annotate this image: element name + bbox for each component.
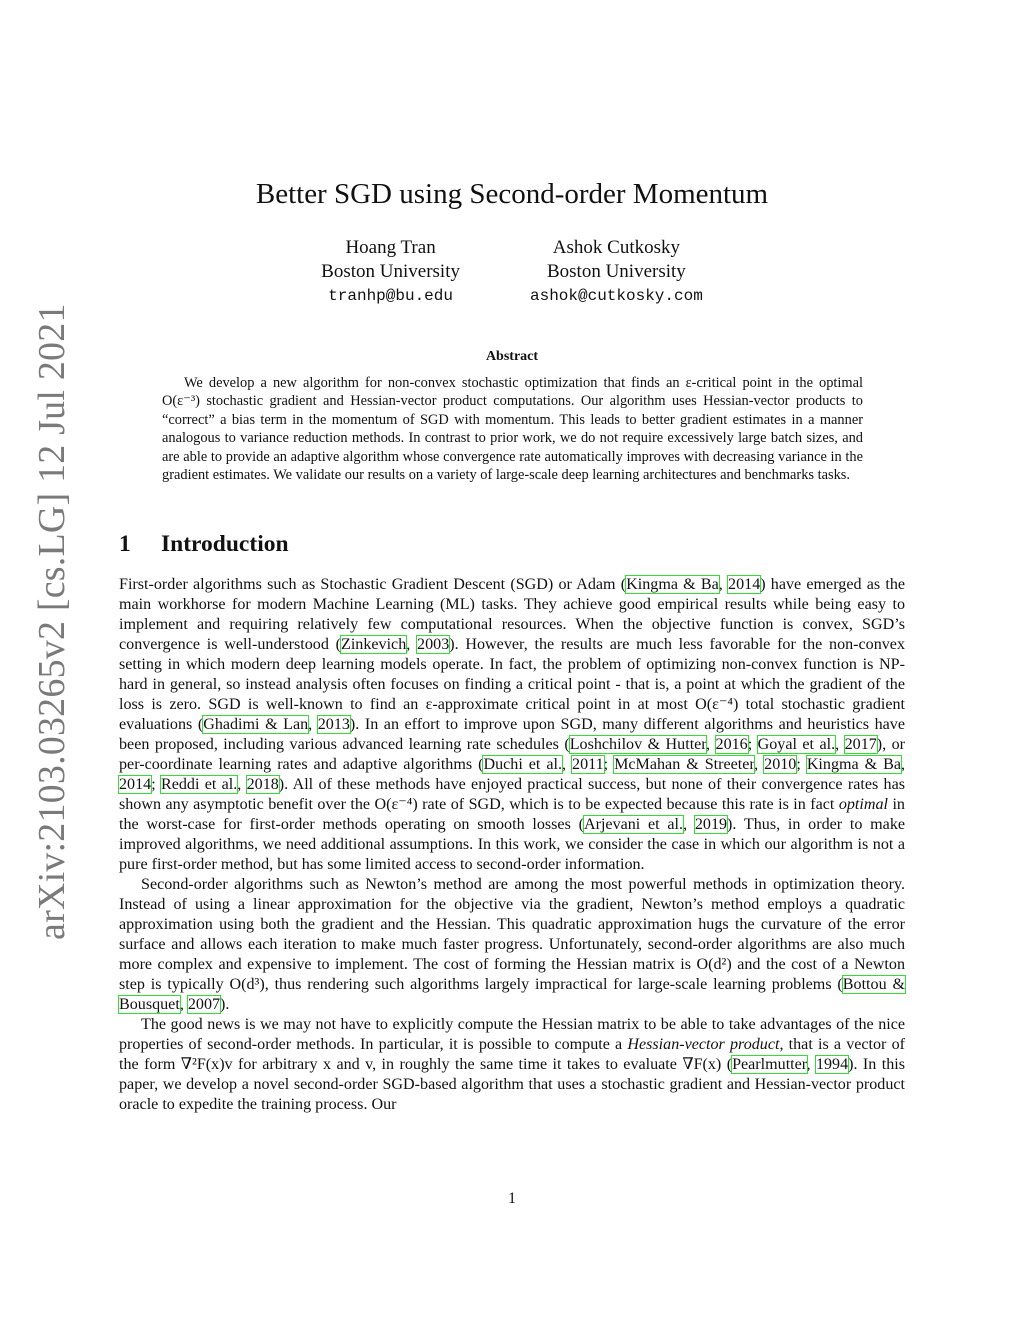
- author-affiliation: Boston University: [546, 261, 686, 282]
- author-block: [0, 236, 1024, 308]
- citation-link[interactable]: 2019: [694, 816, 728, 833]
- page-number: 1: [508, 1190, 516, 1207]
- author-2: [530, 236, 703, 308]
- section-heading: [119, 531, 289, 558]
- citation-link[interactable]: 2014: [728, 576, 761, 593]
- text-run: ). All of these methods have enjoyed practical success, but none of their convergence rates has shown any asymptotic benefit over the O(ε⁻⁴) rate of SGD, which is to be expected because this rate is in fact: [119, 776, 906, 813]
- arxiv-identifier: arXiv:2103.03265v2 [cs.LG] 12 Jul 2021: [31, 303, 73, 940]
- text-run: ), or per-coordinate learning rates and adaptive algorithms (: [119, 736, 906, 773]
- text-run: in the worst-case for first-order methods operating on smooth losses (: [119, 796, 905, 833]
- text-run: ;: [747, 736, 758, 753]
- abstract-text: We develop a new algorithm for non-convex stochastic optimization that finds an ε-critical point in the optimal O(ε⁻³) stochastic gradient and Hessian-vector product computations. Our algorithm uses Hessian-vector products to “correct” a bias term in the momentum of SGD with momentum. This leads to better gradient estimates in a manner analogous to variance reduction methods. In contrast to prior work, we do not require excessively large batch sizes, and are able to provide an adaptive algorithm whose convergence rate automatically improves with decreasing variance in the gradient estimates. We validate our results on a variety of large-scale deep learning architectures and benchmarks tasks.: [162, 375, 863, 484]
- author-email[interactable]: ashok@cutkosky.com: [529, 287, 703, 305]
- text-run: ,: [683, 816, 695, 833]
- paragraph-1: [119, 575, 905, 875]
- citation-link[interactable]: Reddi et al.: [160, 776, 238, 793]
- text-run: ).: [220, 996, 230, 1013]
- text-run: ,: [706, 736, 716, 753]
- text-run: ). In an effort to improve upon SGD, many different algorithms and heuristics have been proposed, including various advanced learning rate schedules (: [119, 716, 905, 753]
- citation-link[interactable]: 2003: [417, 636, 450, 653]
- citation-link[interactable]: McMahan & Streeter: [614, 756, 755, 773]
- text-run: ,: [406, 636, 418, 653]
- text-run: ;: [151, 776, 161, 793]
- text-run: ,: [754, 756, 765, 773]
- author-email[interactable]: tranhp@bu.edu: [328, 287, 453, 305]
- text-run: ,: [835, 736, 845, 753]
- body-text: [119, 575, 905, 1115]
- citation-link[interactable]: Loshchilov & Hutter: [569, 736, 707, 753]
- text-run: ,: [718, 576, 729, 593]
- citation-link[interactable]: Duchi et al.: [483, 756, 563, 773]
- author-affiliation: Boston University: [321, 261, 460, 282]
- text-run: ;: [603, 756, 615, 773]
- author-1: [321, 236, 460, 308]
- paragraph-3: [119, 1015, 905, 1115]
- text-run: ;: [796, 756, 807, 773]
- citation-link[interactable]: 2007: [187, 996, 221, 1013]
- paper-title: Better SGD using Second-order Momentum: [255, 178, 769, 210]
- citation-link[interactable]: Kingma & Ba: [626, 576, 719, 593]
- text-run: ,: [179, 996, 188, 1013]
- text-run: ) have emerged as the main workhorse for modern Machine Learning (ML) tasks. They achieve good empirical results while being easy to implement and requiring relatively few computational resources. When the objective function is convex, SGD’s convergence is well-understood (: [119, 576, 906, 653]
- text-run: Second-order algorithms such as Newton’s method are among the most powerful methods in optimization theory. Instead of using a linear approximation for the objective via the gradient, Newton’s method employs a quadratic approximation using both the gradient and the Hessian. This quadratic approximation hugs the curvature of the error surface and allows each iteration to make much faster progress. Unfortunately, second-order algorithms are also much more complex and expensive to implement. The cost of forming the Hessian matrix is O(d²) and the cost of a Newton step is typically O(d³), thus rendering such algorithms largely impractical for large-scale learning problems (: [119, 876, 905, 993]
- citation-link[interactable]: Pearlmutter: [732, 1056, 807, 1073]
- text-run: ). However, the results are much less favorable for the non-convex setting in which modern deep learning models operate. In fact, the problem of optimizing non-convex function is NP-hard in general, so instead analysis often focuses on finding a critical point - that is, a point at which the gradient of the loss is zero. SGD is well-known to find an ε-approximate critical point in at most O(ε⁻⁴) total stochastic gradient evaluations (: [119, 636, 905, 733]
- citation-link[interactable]: 2018: [246, 776, 279, 793]
- citation-link[interactable]: 2011: [572, 756, 604, 773]
- author-name: Hoang Tran: [345, 237, 436, 258]
- section-number: 1: [119, 531, 131, 557]
- text-run: ,: [237, 776, 247, 793]
- text-run: ). Thus, in order to make improved algorithms, we need additional assumptions. In this work, we consider the case in which our algorithm is not a pure first-order method, but has some limited access to second-order information.: [119, 816, 906, 873]
- citation-link[interactable]: 2013: [317, 716, 350, 733]
- citation-link[interactable]: Ghadimi & Lan: [203, 716, 309, 733]
- citation-link[interactable]: Arjevani et al.: [583, 816, 684, 833]
- citation-link[interactable]: 1994: [815, 1056, 849, 1073]
- text-run: ,: [806, 1056, 816, 1073]
- citation-link[interactable]: Kingma & Ba: [806, 756, 902, 773]
- emphasis-text: optimal: [838, 796, 889, 813]
- abstract-heading: Abstract: [485, 349, 539, 364]
- text-run: First-order algorithms such as Stochastic Gradient Descent (SGD) or Adam (: [119, 576, 627, 593]
- citation-link[interactable]: Bottou & Bousquet: [119, 976, 905, 1013]
- author-name: Ashok Cutkosky: [552, 237, 680, 258]
- text-run: ,: [562, 756, 573, 773]
- citation-link[interactable]: Goyal et al.: [757, 736, 836, 753]
- citation-link[interactable]: 2010: [764, 756, 797, 773]
- text-run: , that is a vector of the form ∇²F(x)v for arbitrary x and v, in roughly the same time it takes to evaluate ∇F(x) (: [119, 1036, 905, 1073]
- paragraph-2: [119, 875, 905, 1015]
- text-run: ,: [308, 716, 318, 733]
- section-title: Introduction: [161, 531, 289, 557]
- citation-link[interactable]: 2016: [715, 736, 748, 753]
- text-run: ,: [901, 756, 906, 773]
- text-run: ). In this paper, we develop a novel second-order SGD-based algorithm that uses a stochastic gradient and Hessian-vector product oracle to expedite the training process. Our: [119, 1056, 905, 1113]
- citation-link[interactable]: 2014: [119, 776, 152, 793]
- citation-link[interactable]: 2017: [844, 736, 877, 753]
- emphasis-text: Hessian-vector product: [627, 1036, 780, 1053]
- text-run: The good news is we may not have to explicitly compute the Hessian matrix to be able to take advantages of the nice properties of second-order methods. In particular, it is possible to compute a: [119, 1016, 905, 1053]
- citation-link[interactable]: Zinkevich: [341, 636, 407, 653]
